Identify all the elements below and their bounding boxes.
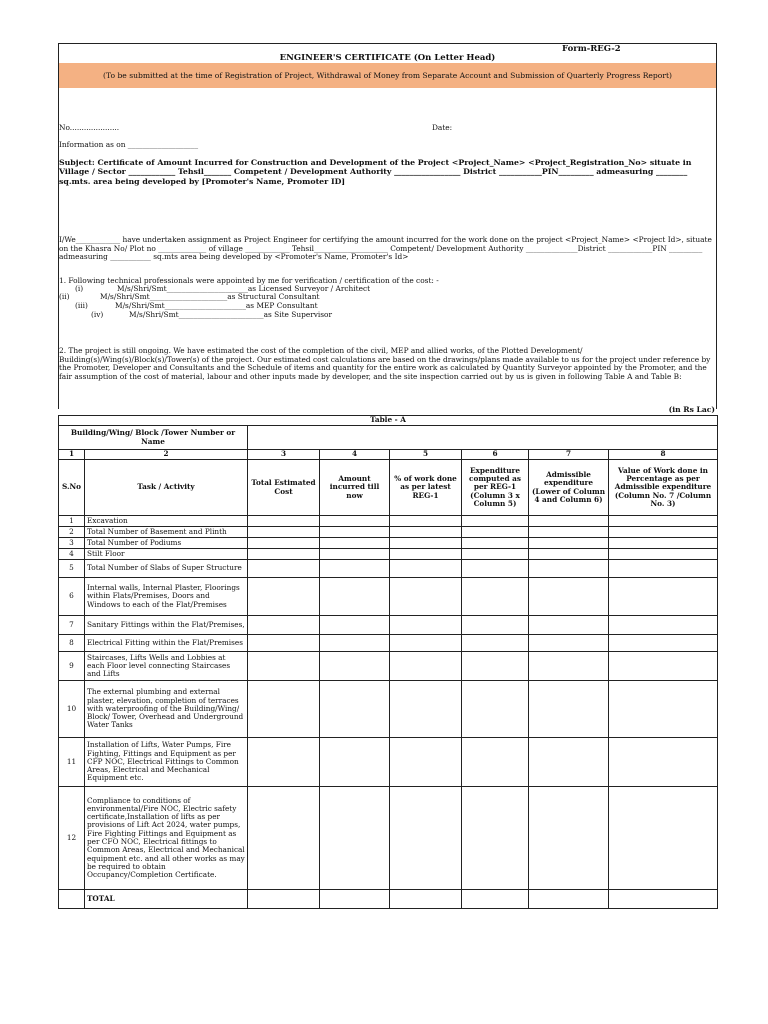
column-number: 7 (529, 450, 609, 460)
total-value-cell (248, 890, 320, 909)
table-row (59, 681, 718, 738)
row-value-cell (609, 578, 718, 616)
total-value-cell (609, 890, 718, 909)
row-value-cell (462, 560, 529, 578)
professional-num: (ii) (59, 292, 70, 301)
table-row (59, 652, 718, 681)
row-value-cell (390, 635, 462, 652)
row-value-cell (320, 787, 390, 890)
row-value-cell (529, 787, 609, 890)
row-value-cell (320, 560, 390, 578)
row-value-cell (248, 549, 320, 560)
row-value-cell (529, 516, 609, 527)
professional-role: as Structural Consultant (227, 292, 320, 301)
row-value-cell (609, 635, 718, 652)
professional-name: M/s/Shri/Smt______________________ (115, 301, 246, 310)
row-value-cell (248, 681, 320, 738)
row-sno: 3 (59, 538, 85, 549)
row-value-cell (390, 787, 462, 890)
column-number: 1 (59, 450, 85, 460)
row-value-cell (390, 538, 462, 549)
header-row (59, 460, 718, 516)
professional-role: as Licensed Surveyor / Architect (247, 284, 371, 293)
professional-name: M/s/Shri/Smt______________________ (117, 284, 248, 293)
column-number: 6 (462, 450, 529, 460)
row-value-cell (529, 549, 609, 560)
column-header: Total Estimated Cost (248, 460, 320, 516)
row-value-cell (248, 527, 320, 538)
row-value-cell (462, 616, 529, 635)
row-value-cell (609, 527, 718, 538)
column-header: Task / Activity (85, 460, 248, 516)
row-value-cell (529, 635, 609, 652)
row-sno: 10 (59, 681, 85, 738)
row-sno: 11 (59, 738, 85, 787)
row-value-cell (390, 652, 462, 681)
professional-num: (iii) (75, 301, 88, 310)
row-value-cell (462, 516, 529, 527)
row-value-cell (248, 516, 320, 527)
row-task: Stilt Floor (85, 549, 248, 560)
row-value-cell (462, 549, 529, 560)
row-value-cell (462, 787, 529, 890)
table-row (59, 560, 718, 578)
table-row (59, 578, 718, 616)
table-row (59, 616, 718, 635)
row-value-cell (529, 578, 609, 616)
row-sno: 5 (59, 560, 85, 578)
professional-name: M/s/Shri/Smt_____________________ (100, 292, 228, 301)
row-value-cell (320, 616, 390, 635)
row-value-cell (529, 652, 609, 681)
row-task: Total Number of Slabs of Super Structure (85, 560, 248, 578)
row-sno: 2 (59, 527, 85, 538)
unit-label: (in Rs Lac) (668, 405, 715, 414)
row-value-cell (248, 578, 320, 616)
row-value-cell (248, 738, 320, 787)
row-value-cell (609, 616, 718, 635)
row-task: The external plumbing and external plaster, elevation, completion of terraces with waterproofing of the Building/Wing/ Block/ Tower, Overhead and Underground Water Tanks (85, 681, 248, 738)
estimate-paragraph: 2. The project is still ongoing. We have estimated the cost of the completion of the civil, MEP and allied works, of the Plotted Development/ Building(s)/Wing(s)/Block(s)/Tower(s) of the project. Our estimated cost calculations are based on the drawings/plans made available to us for the project under reference by the Promoter, Developer and Consultants and the Schedule of items and quantity for the entire work as calculated by Quantity Surveyor appointed by the Promoter, and the fair assumption of the cost of material, labour and other inputs made by developer, and the site inspection carried out by us is given in following Table A and Table B: (59, 346, 711, 382)
column-number: 4 (320, 450, 390, 460)
date-label: Date: (432, 123, 453, 132)
row-task: Total Number of Basement and Plinth (85, 527, 248, 538)
table-row (59, 549, 718, 560)
professional-role: as MEP Consultant (245, 301, 318, 310)
row-value-cell (529, 538, 609, 549)
row-value-cell (390, 616, 462, 635)
column-number: 3 (248, 450, 320, 460)
row-value-cell (248, 652, 320, 681)
row-value-cell (320, 538, 390, 549)
column-header: Expenditure computed as per REG-1 (Column 3 x Column 5) (462, 460, 529, 516)
row-value-cell (609, 787, 718, 890)
submission-note-band (59, 63, 716, 88)
row-value-cell (609, 549, 718, 560)
column-header: Value of Work done in Percentage as per Admissible expenditure (Column No. 7 /Column No. 3) (609, 460, 718, 516)
row-sno: 4 (59, 549, 85, 560)
row-value-cell (609, 738, 718, 787)
building-value (248, 426, 718, 450)
row-task: Sanitary Fittings within the Flat/Premises, (85, 616, 248, 635)
row-value-cell (529, 527, 609, 538)
row-value-cell (529, 560, 609, 578)
total-value-cell (390, 890, 462, 909)
building-row (59, 426, 718, 450)
total-row (59, 890, 718, 909)
row-task: Excavation (85, 516, 248, 527)
row-value-cell (320, 681, 390, 738)
total-value-cell (320, 890, 390, 909)
table-a (58, 415, 718, 909)
row-value-cell (248, 560, 320, 578)
professional-role: as Site Supervisor (263, 310, 333, 319)
row-value-cell (390, 578, 462, 616)
total-value-cell (462, 890, 529, 909)
row-value-cell (529, 738, 609, 787)
row-value-cell (390, 738, 462, 787)
row-sno: 8 (59, 635, 85, 652)
column-number: 8 (609, 450, 718, 460)
row-sno: 12 (59, 787, 85, 890)
row-value-cell (609, 538, 718, 549)
table-row (59, 635, 718, 652)
row-task: Staircases, Lifts Wells and Lobbies at each Floor level connecting Staircases and Lifts (85, 652, 248, 681)
row-value-cell (320, 738, 390, 787)
row-value-cell (529, 616, 609, 635)
professional-num: (iv) (91, 310, 104, 319)
row-task: Internal walls, Internal Plaster, Floorings within Flats/Premises, Doors and Windows to each of the Flat/Premises (85, 578, 248, 616)
row-value-cell (390, 560, 462, 578)
column-number: 2 (85, 450, 248, 460)
professional-num: (i) (75, 284, 84, 293)
total-label: TOTAL (85, 890, 248, 909)
row-sno: 9 (59, 652, 85, 681)
row-value-cell (248, 616, 320, 635)
row-value-cell (320, 635, 390, 652)
row-value-cell (320, 516, 390, 527)
row-task: Electrical Fitting within the Flat/Premises (85, 635, 248, 652)
total-sno-cell (59, 890, 85, 909)
information-date: Information as on ___________________ (59, 140, 199, 149)
table-title-row (59, 416, 718, 426)
row-value-cell (462, 538, 529, 549)
table-row (59, 516, 718, 527)
building-label: Building/Wing/ Block /Tower Number or Name (59, 426, 248, 450)
row-task: Installation of Lifts, Water Pumps, Fire Fighting, Fittings and Equipment as per CFP NOC, Electrical Fittings to Common Areas, Electrical and Mechanical Equipment etc. (85, 738, 248, 787)
row-value-cell (609, 681, 718, 738)
row-value-cell (462, 738, 529, 787)
row-sno: 6 (59, 578, 85, 616)
table-row (59, 538, 718, 549)
professional-name: M/s/Shri/Smt_______________________ (129, 310, 264, 319)
row-value-cell (248, 635, 320, 652)
column-header: Amount incurred till now (320, 460, 390, 516)
row-value-cell (320, 652, 390, 681)
row-task: Compliance to conditions of environmental/Fire NOC, Electric safety certificate,Installation of lifts as per provisions of Lift Act 2024, water pumps, Fire Fighting Fittings and Equipment as per CFO NOC, Electrical fittings to Common Areas, Electrical and Mechanical equipment etc. and all other works as may be required to obtain Occupancy/Completion Certificate. (85, 787, 248, 890)
professionals-heading: 1. Following technical professionals were appointed by me for verification / certification of the cost: - (59, 276, 439, 285)
row-value-cell (462, 652, 529, 681)
row-sno: 7 (59, 616, 85, 635)
column-number: 5 (390, 450, 462, 460)
row-value-cell (609, 516, 718, 527)
row-value-cell (462, 681, 529, 738)
professional-item (129, 311, 332, 320)
submission-note: (To be submitted at the time of Registration of Project, Withdrawal of Money from Separate Account and Submission of Quarterly Progress Report) (103, 71, 672, 80)
reference-number: No..................... (59, 123, 120, 132)
row-value-cell (390, 549, 462, 560)
row-value-cell (320, 549, 390, 560)
row-value-cell (390, 527, 462, 538)
table-title: Table - A (59, 416, 718, 426)
row-value-cell (320, 527, 390, 538)
row-value-cell (248, 538, 320, 549)
row-sno: 1 (59, 516, 85, 527)
row-value-cell (390, 516, 462, 527)
table-row (59, 527, 718, 538)
row-value-cell (320, 578, 390, 616)
certificate-title: ENGINEER'S CERTIFICATE (On Letter Head) (279, 53, 496, 63)
row-value-cell (462, 635, 529, 652)
table-row (59, 738, 718, 787)
intro-paragraph: I/We____________ have undertaken assignment as Project Engineer for certifying the amount incurred for the work done on the project <Project_Name> <Project Id>, situate on the Khasra No/ Plot no _____________ of village ____________ Tehsil____________________ Competent/ Development Authority ______________District ____________PIN _________ admeasuring ___________ sq.mts area being developed by <Promoter's Name, Promoter's Id> (59, 235, 712, 262)
row-task: Total Number of Podiums (85, 538, 248, 549)
row-value-cell (609, 652, 718, 681)
column-header: Admissible expenditure (Lower of Column 4 and Column 6) (529, 460, 609, 516)
row-value-cell (609, 560, 718, 578)
row-value-cell (529, 681, 609, 738)
row-value-cell (462, 527, 529, 538)
subject-line: Subject: Certificate of Amount Incurred for Construction and Development of the Project <Project_Name> <Project_Registration_No> situate in Village / Sector ____________ Tehsil_______ Competent / Development Authority _________________ District ___________PIN_________ admeasuring ________ sq.mts. area being developed by [Promoter's Name, Promoter ID] (59, 158, 692, 186)
column-number-row (59, 450, 718, 460)
row-value-cell (390, 681, 462, 738)
row-value-cell (248, 787, 320, 890)
total-value-cell (529, 890, 609, 909)
table-row (59, 787, 718, 890)
column-header: % of work done as per latest REG-1 (390, 460, 462, 516)
column-header: S.No (59, 460, 85, 516)
row-value-cell (462, 578, 529, 616)
form-number: Form-REG-2 (562, 44, 621, 54)
